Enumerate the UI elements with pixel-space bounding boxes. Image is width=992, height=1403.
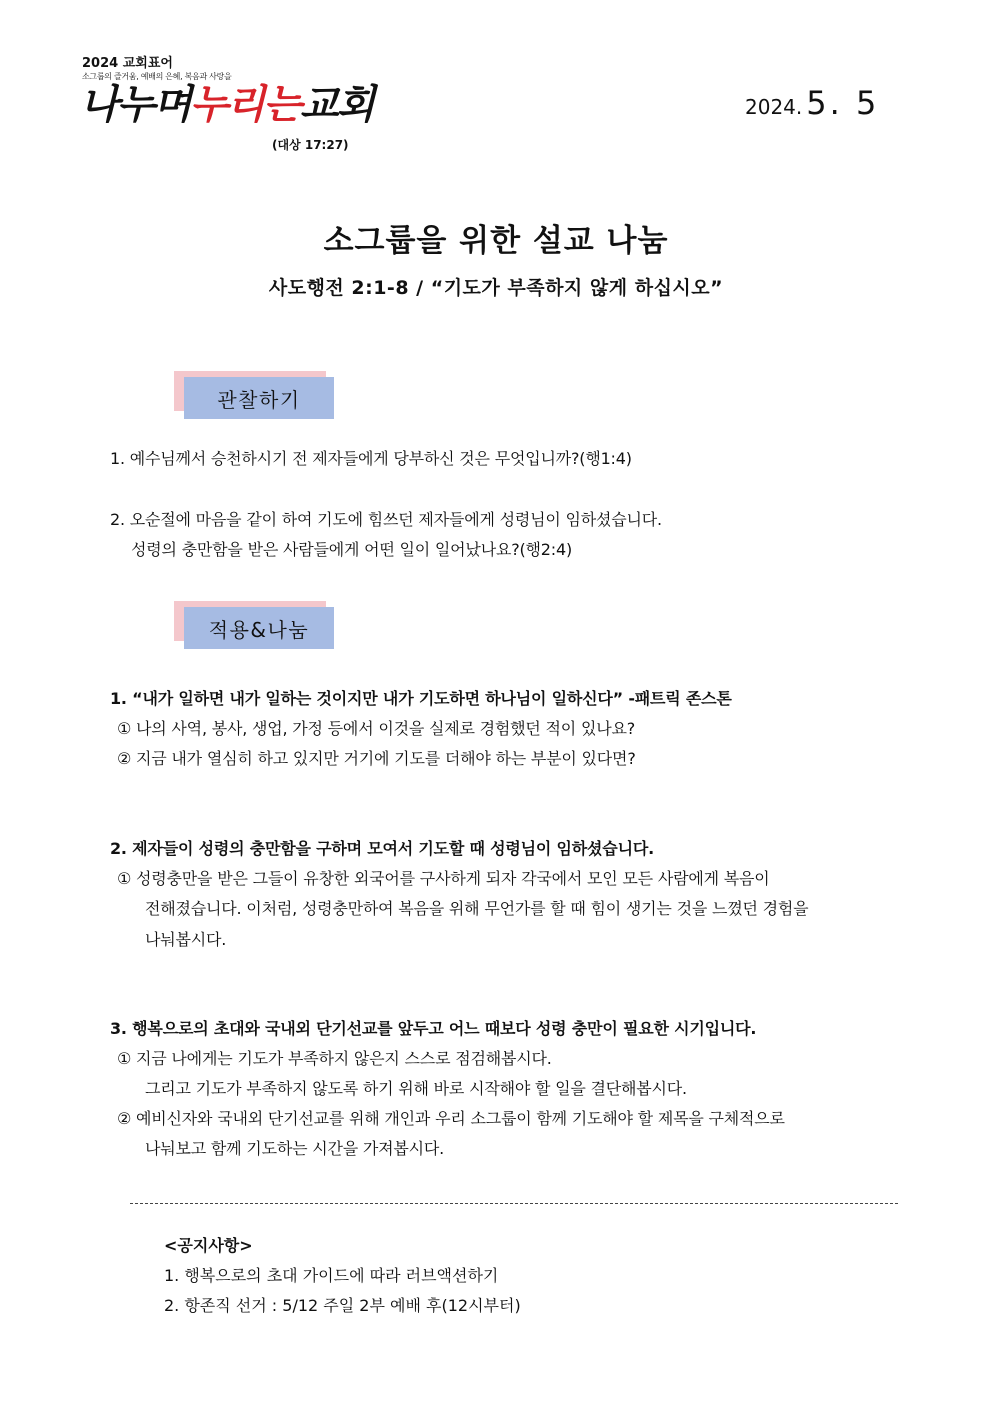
observe-question-2: 2. 오순절에 마음을 같이 하여 기도에 힘쓰던 제자들에게 성령님이 임하셨습니다. bbox=[110, 510, 662, 529]
heading-label: 적용&나눔 bbox=[184, 607, 334, 649]
notice-title: <공지사항> bbox=[164, 1236, 253, 1255]
apply-question-2a: ① 성령충만을 받은 그들이 유창한 외국어를 구사하게 되자 각국에서 모인 모든 사람에게 복음이 bbox=[117, 869, 770, 888]
notice-item-1: 1. 행복으로의 초대 가이드에 따라 러브액션하기 bbox=[164, 1266, 499, 1285]
apply-question-2a-cont: 전해졌습니다. 이처럼, 성령충만하여 복음을 위해 무언가를 할 때 힘이 생기는 것을 느꼈던 경험을 bbox=[145, 899, 809, 918]
observe-question-1: 1. 예수님께서 승천하시기 전 제자들에게 당부하신 것은 무엇입니까?(행1:4) bbox=[110, 449, 632, 468]
apply-question-3a-cont: 그리고 기도가 부족하지 않도록 하기 위해 바로 시작해야 할 일을 결단해봅시다. bbox=[145, 1079, 687, 1098]
apply-question-3b-cont: 나눠보고 함께 기도하는 시간을 가져봅시다. bbox=[145, 1139, 445, 1158]
logo-tagline: 소그룹의 즐거움, 예배의 은혜, 복음과 사랑을 bbox=[82, 72, 232, 81]
logo-motto-part3: 교회 bbox=[299, 82, 374, 128]
apply-question-3: 3. 행복으로의 초대와 국내외 단기선교를 앞두고 어느 때보다 성령 충만이 필요한 시기입니다. bbox=[110, 1019, 757, 1038]
apply-question-1a: ① 나의 사역, 봉사, 생업, 가정 등에서 이것을 실제로 경험했던 적이 있나요? bbox=[117, 719, 636, 738]
section-apply-heading bbox=[174, 601, 334, 649]
logo-reference: (대상 17:27) bbox=[272, 138, 349, 152]
apply-question-3a: ① 지금 나에게는 기도가 부족하지 않은지 스스로 점검해봅시다. bbox=[117, 1049, 552, 1068]
page-subtitle: 사도행전 2:1-8 / “기도가 부족하지 않게 하십시오” bbox=[268, 277, 724, 299]
observe-question-2-cont: 성령의 충만함을 받은 사람들에게 어떤 일이 일어났나요?(행2:4) bbox=[131, 540, 572, 559]
apply-question-2a-cont2: 나눠봅시다. bbox=[145, 930, 227, 949]
logo-motto-part1: 나누며 bbox=[80, 82, 190, 128]
date bbox=[745, 84, 879, 122]
apply-question-1: 1. “내가 일하면 내가 일하는 것이지만 내가 기도하면 하나님이 일하신다” -패트릭 존스톤 bbox=[110, 689, 732, 708]
heading-label: 관찰하기 bbox=[184, 377, 334, 419]
dashed-divider bbox=[130, 1203, 898, 1204]
date-monthday: 5. 5 bbox=[806, 84, 880, 122]
section-observe-heading bbox=[174, 371, 334, 419]
page-title: 소그룹을 위한 설교 나눔 bbox=[323, 223, 669, 259]
apply-question-3b: ② 예비신자와 국내외 단기선교를 위해 개인과 우리 소그룹이 함께 기도해야 할 제목을 구체적으로 bbox=[117, 1109, 785, 1128]
apply-question-2: 2. 제자들이 성령의 충만함을 구하며 모여서 기도할 때 성령님이 임하셨습니다. bbox=[110, 839, 654, 858]
logo-motto-part2: 누리는 bbox=[189, 82, 300, 128]
logo-year: 2024 교회표어 bbox=[82, 56, 173, 71]
apply-question-1b: ② 지금 내가 열심히 하고 있지만 거기에 기도를 더해야 하는 부분이 있다면? bbox=[117, 749, 636, 768]
notice-item-2: 2. 항존직 선거 : 5/12 주일 2부 예배 후(12시부터) bbox=[164, 1296, 521, 1315]
logo-motto bbox=[80, 80, 373, 130]
date-year: 2024. bbox=[745, 95, 803, 119]
